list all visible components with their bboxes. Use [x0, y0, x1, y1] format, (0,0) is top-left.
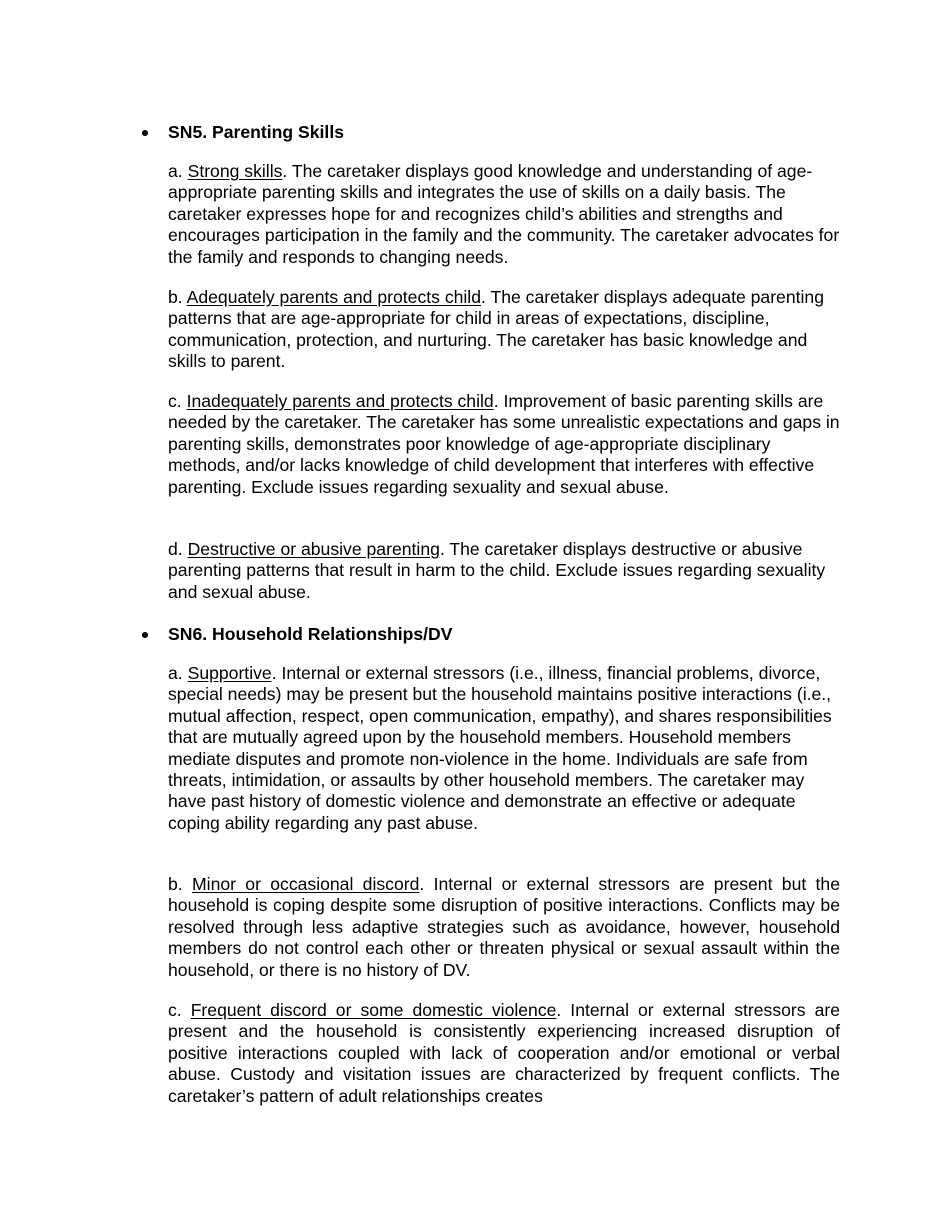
item-text: . Internal or external stressors (i.e., illness, financial problems, divorce, special needs) may be present but the household maintains positive interactions (i.e., mutual affection, respect, open communication, empathy), and shares responsibilities that are mutually agreed upon by the household members. Household members mediate disputes and promote non-violence in the home. Individuals are safe from threats, intimidation, or assaults by other household members. The caretaker may have past history of domestic violence and demonstrate an effective or adequate coping ability regarding any past abuse.	[168, 663, 832, 833]
item-text: . The caretaker displays good knowledge and understanding of age-appropriate parenting skills and integrates the use of skills on a daily basis. The caretaker expresses hope for and recognizes child’s abilities and strengths and encourages participation in the family and the community. The caretaker advocates for the family and responds to changing needs.	[168, 161, 840, 267]
item-term: Strong skills	[187, 161, 283, 181]
item-letter: b.	[168, 874, 183, 894]
section-sn6-heading	[0, 623, 950, 647]
paragraph-sn5-a	[168, 161, 840, 268]
bullet-icon	[142, 632, 148, 638]
item-term: Frequent discord or some domestic violence	[190, 1000, 557, 1020]
section-title: SN5. Parenting Skills	[168, 122, 344, 142]
section-sn5-heading	[0, 121, 950, 145]
bullet-icon	[142, 130, 148, 136]
item-text: . Improvement of basic parenting skills are needed by the caretaker. The caretaker has some unrealistic expectations and gaps in parenting skills, demonstrates poor knowledge of age-appropriate disciplinary methods, and/or lacks knowledge of child development that interferes with effective parenting. Exclude issues regarding sexuality and sexual abuse.	[168, 391, 840, 497]
item-term: Supportive	[187, 663, 272, 683]
paragraph-sn5-d	[168, 539, 840, 603]
item-term: Inadequately parents and protects child	[186, 391, 494, 411]
paragraph-sn5-c	[168, 391, 840, 498]
paragraph-sn6-c	[168, 1000, 840, 1107]
item-letter: c.	[168, 1000, 182, 1020]
item-text: . The caretaker displays adequate parenting patterns that are age-appropriate for child in areas of expectations, discipline, communication, protection, and nurturing. The caretaker has basic knowledge and skills to parent.	[168, 287, 824, 372]
item-letter: a.	[168, 161, 183, 181]
item-letter: d.	[168, 539, 183, 559]
item-letter: b.	[168, 287, 183, 307]
item-term: Adequately parents and protects child	[186, 287, 482, 307]
item-letter: c.	[168, 391, 182, 411]
item-letter: a.	[168, 663, 183, 683]
item-text: . Internal or external stressors are present and the household is consistently experiencing increased disruption of positive interactions coupled with lack of cooperation and/or emotional or verbal abuse. Custody and visitation issues are characterized by frequent conflicts. The caretaker’s pattern of adult relationships creates	[168, 1000, 840, 1106]
paragraph-sn5-b	[168, 287, 840, 373]
item-text: . The caretaker displays destructive or abusive parenting patterns that result in harm to the child. Exclude issues regarding sexuality and sexual abuse.	[168, 539, 826, 602]
paragraph-sn6-a	[168, 663, 840, 834]
item-term: Destructive or abusive parenting	[187, 539, 440, 559]
item-text: . Internal or external stressors are present but the household is coping despite some disruption of positive interactions. Conflicts may be resolved through less adaptive strategies such as avoidance, however, household members do not control each other or threaten physical or sexual assault within the household, or there is no history of DV.	[168, 874, 840, 980]
section-title: SN6. Household Relationships/DV	[168, 624, 453, 644]
item-term: Minor or occasional discord	[192, 874, 420, 894]
paragraph-sn6-b	[168, 874, 840, 981]
